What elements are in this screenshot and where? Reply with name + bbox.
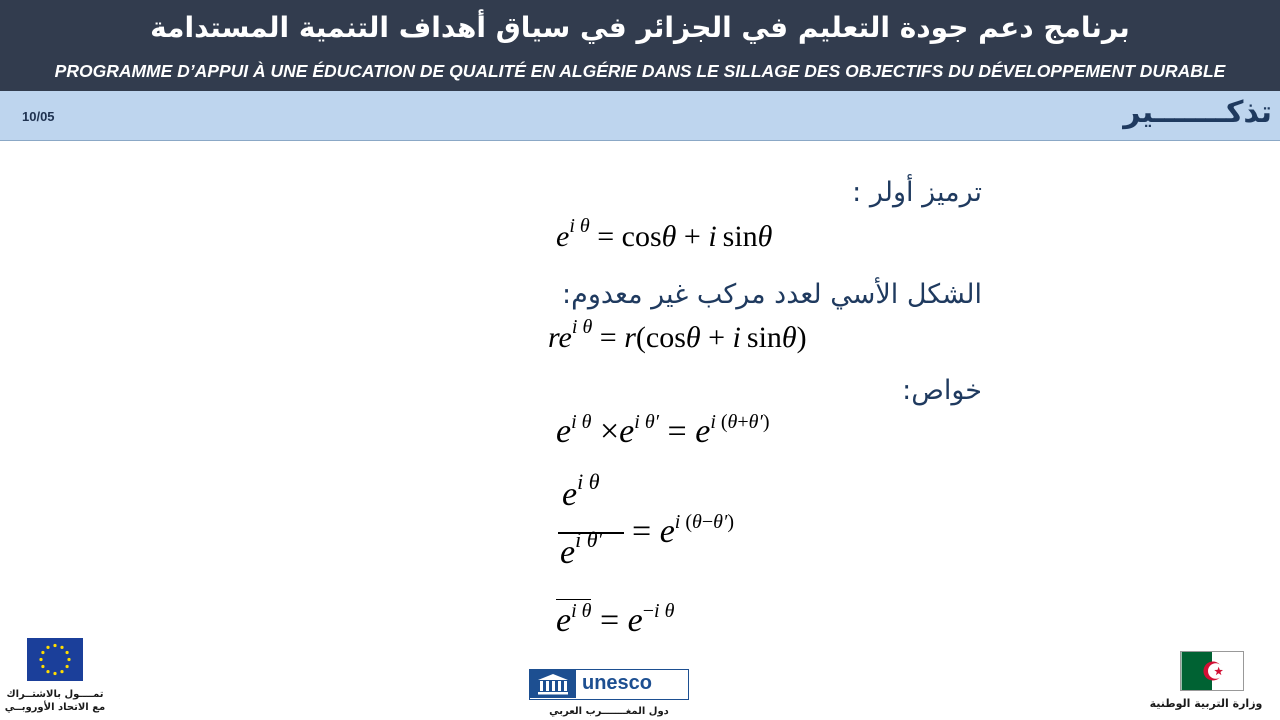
program-title-french: PROGRAMME D’APPUI À UNE ÉDUCATION DE QUALITÉ EN ALGÉRIE DANS LE SILLAGE DES OBJECTIFS DU DÉVELOPPEMENT DURABLE (54, 61, 1226, 81)
eu-flag-logo (27, 638, 83, 681)
exponential-form-label: الشكل الأسي لعدد مركب غير معدوم: (562, 279, 982, 310)
euler-notation-label: ترميز أولر : (852, 177, 982, 208)
quotient-property-result: = $e^{i (\theta-\theta')}$ (632, 511, 734, 550)
section-title: تذكـــــــير (1123, 95, 1272, 130)
eu-caption-line1: تمــــول بالاشتــراك (6, 689, 104, 700)
properties-label: خواص: (902, 375, 982, 406)
page-number: 10/05 (22, 109, 55, 124)
quotient-fraction (558, 469, 624, 586)
eu-caption-line2: مع الاتحاد الأوروبــي (4, 702, 106, 713)
unesco-caption: دول المغـــــــرب العربي (549, 706, 669, 717)
program-title-arabic: برنامج دعم جودة التعليم في الجزائر في سياق أهداف التنمية المستدامة (150, 11, 1130, 44)
fraction-numerator: $e^{i \theta}$ (562, 469, 600, 513)
euler-formula: $e^{i \theta} = \cos\theta + i$ sinθ (556, 215, 773, 253)
ministry-caption: وزارة التربية الوطنية (1149, 697, 1263, 710)
unesco-logo (529, 669, 689, 700)
unesco-wordmark: unesco (582, 672, 653, 694)
eu-caption (0, 688, 110, 714)
conjugate-property-formula: $e^{i \theta} = e^{-i \theta}$ (556, 600, 675, 639)
exponential-form-formula: $re^{i \theta} = r(\cos\theta + i$ sinθ) (548, 316, 807, 354)
header-banner (0, 0, 1280, 91)
algeria-flag-logo (1180, 651, 1244, 691)
section-bar (0, 91, 1280, 141)
fraction-denominator: $e^{i \theta'}$ (560, 527, 603, 571)
product-property-formula: $e^{i \theta} \times e^{i \theta'} = e^{i (\theta+\theta')}$ (556, 411, 770, 450)
unesco-temple-icon (530, 670, 576, 698)
